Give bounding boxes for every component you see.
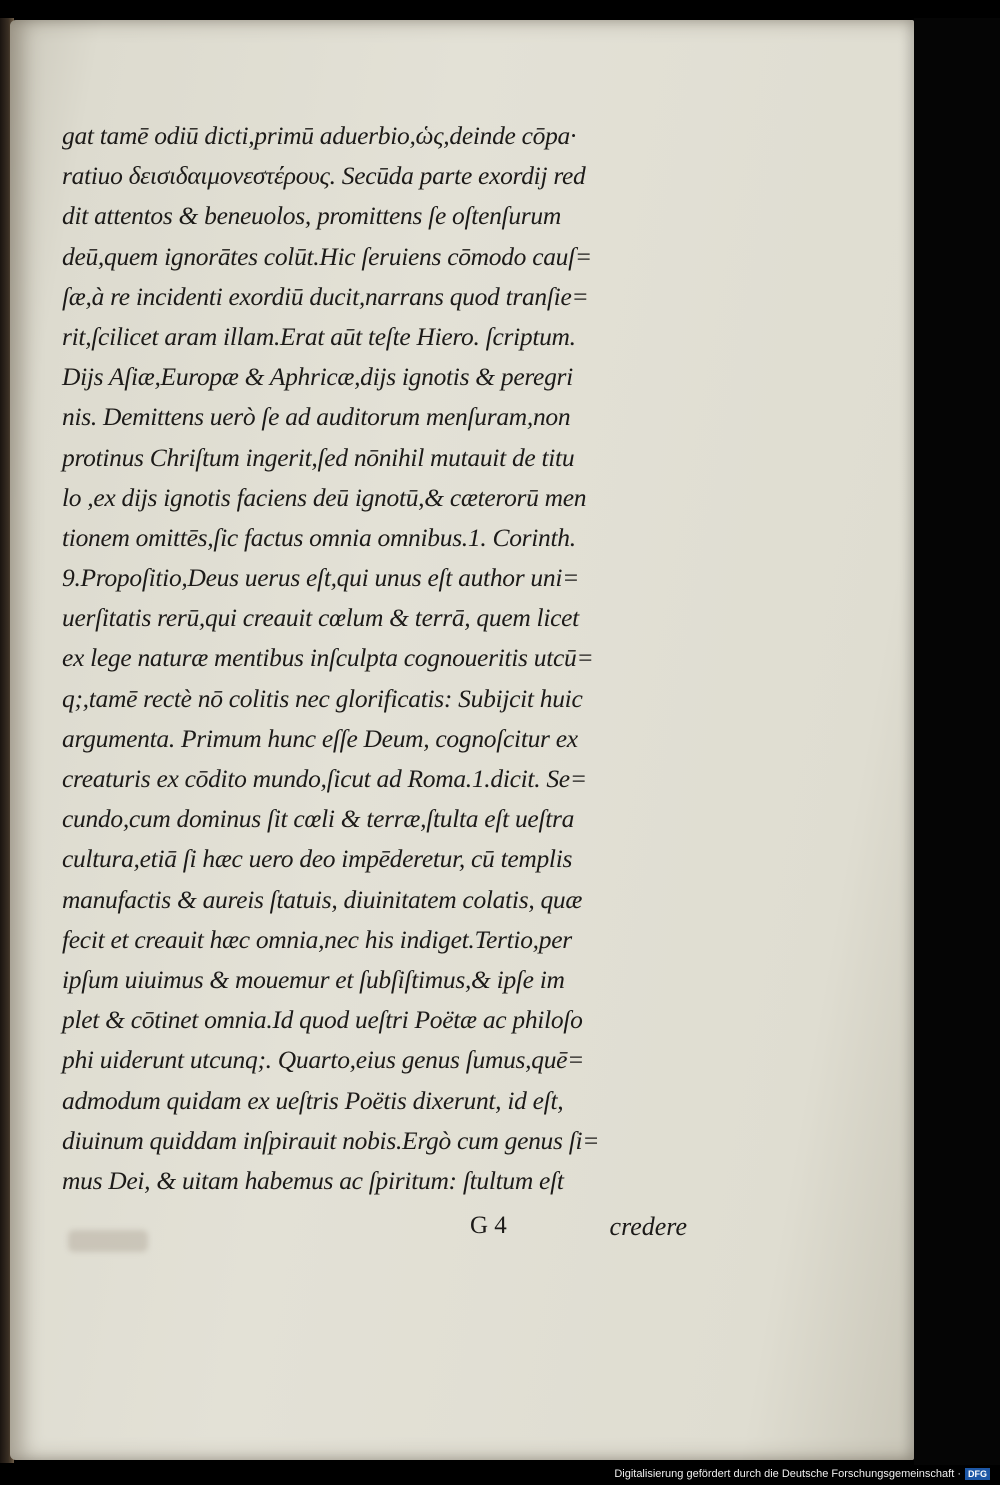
text-line: mus Dei, & uitam habemus ac ſpiritum: ſtultum eſt [62,1165,564,1195]
text-line: lo ,ex dijs ignotis faciens deū ignotū,& cæterorū men [62,482,587,512]
text-line: argumenta. Primum hunc eſſe Deum, cognoſcitur ex [62,723,578,753]
text-line: ipſum uiuimus & mouemur et ſubſiſtimus,& ipſe im [62,964,565,994]
dfg-logo-icon: DFG [965,1468,990,1480]
text-line: diuinum quiddam inſpirauit nobis.Ergò cum genus ſi= [62,1125,600,1155]
book-page [10,20,914,1460]
text-line: plet & cōtinet omnia.Id quod ueſtri Poëtæ ac philoſo [62,1005,583,1035]
faint-ink-mark [68,1230,148,1252]
text-line: fecit et creauit hæc omnia,nec his indiget.Tertio,per [62,924,572,954]
text-line: tionem omittēs,ſic factus omnia omnibus.1. Corinth. [62,522,576,552]
text-line: dit attentos & beneuolos, promittens ſe oſtenſurum [62,201,561,231]
text-line: nis. Demittens uerò ſe ad auditorum menſuram,non [62,402,571,432]
text-line: admodum quidam ex ueſtris Poëtis dixerunt, id eſt, [62,1085,564,1115]
text-line: deū,quem ignorātes colūt.Hic ſeruiens cōmodo cauſ= [62,241,592,271]
text-line: rit,ſcilicet aram illam.Erat aūt teſte Hiero. ſcriptum. [62,321,576,351]
digitization-credit [614,1467,990,1481]
text-line: 9.Propoſitio,Deus uerus eſt,qui unus eſt author uni= [62,563,580,593]
credit-text: Digitalisierung gefördert durch die Deutsche Forschungsgemeinschaft · [614,1468,961,1480]
signature-mark: G 4 [470,1212,507,1239]
text-line: protinus Chriſtum ingerit,ſed nōnihil mutauit de titu [62,442,575,472]
text-line: phi uiderunt utcunq;. Quarto,eius genus ſumus,quē= [62,1045,585,1075]
text-line: uerſitatis rerū,qui creauit cœlum & terrā, quem licet [62,603,579,633]
text-line: ratiuo δεισιδαιμονεστέρους. Secūda parte exordij red [62,161,586,191]
text-line: cundo,cum dominus ſit cœli & terræ,ſtulta eſt ueſtra [62,804,575,834]
text-line: ſæ,à re incidenti exordiū ducit,narrans quod tranſie= [62,281,589,311]
dark-background [914,18,1000,1465]
catchword: credere [609,1212,687,1241]
text-line: Dijs Aſiæ,Europæ & Aphricæ,dijs ignotis & peregri [62,362,573,392]
text-line: cultura,etiā ſi hæc uero deo impēderetur, cū templis [62,844,573,874]
text-block [62,116,702,1201]
page-footer-line [470,1212,705,1252]
text-line: manufactis & aureis ſtatuis, diuinitatem colatis, quæ [62,884,583,914]
text-line: ex lege naturæ mentibus inſculpta cognoueritis utcū= [62,643,594,673]
text-line: gat tamē odiū dicti,primū aduerbio,ὡς,deinde cōpa· [62,121,577,150]
text-line: q;,tamē rectè nō colitis nec glorificatis: Subijcit huic [62,683,583,713]
text-line: creaturis ex cōdito mundo,ſicut ad Roma.1.dicit. Se= [62,764,587,793]
